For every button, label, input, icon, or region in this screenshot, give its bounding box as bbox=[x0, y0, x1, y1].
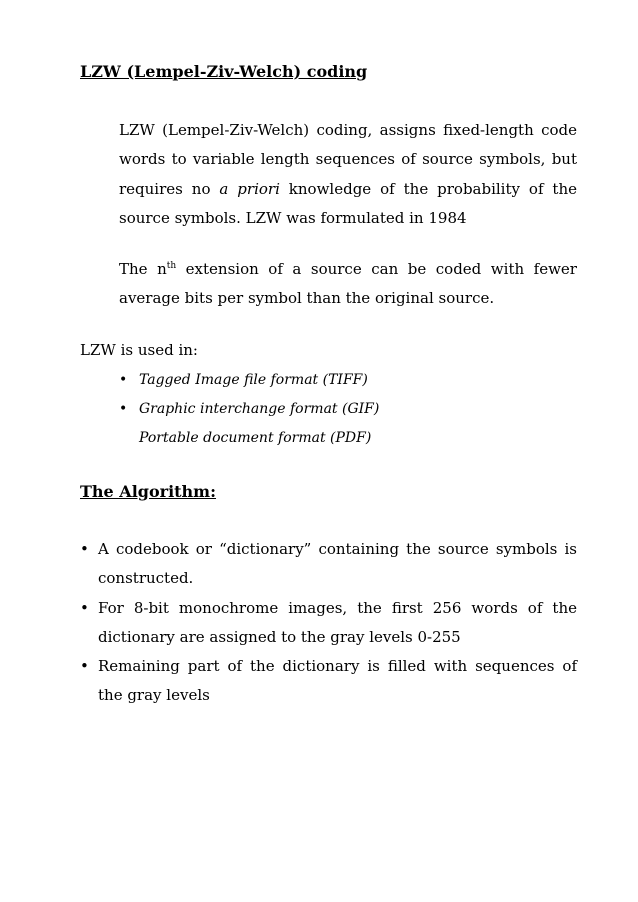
section-title-lzw: LZW (Lempel-Ziv-Welch) coding bbox=[80, 62, 368, 81]
intro-italic: a priori bbox=[219, 179, 280, 198]
step-text: A codebook or “dictionary” containing the source symbols is constructed. bbox=[98, 540, 577, 588]
extension-text-pre: The n bbox=[119, 260, 167, 278]
list-item bbox=[119, 366, 379, 395]
bullet-icon: • bbox=[80, 540, 89, 558]
intro-text-2: knowledge of the probability of the source symbols. LZW was formulated in 1984 bbox=[119, 179, 577, 227]
step-text: For 8-bit monochrome images, the first 256 words of the dictionary are assigned to the gray levels 0-255 bbox=[98, 598, 577, 646]
algorithm-steps-list bbox=[80, 535, 577, 711]
intro-paragraph bbox=[119, 116, 577, 233]
list-item bbox=[119, 424, 379, 453]
formats-list bbox=[119, 366, 379, 453]
list-item bbox=[80, 652, 577, 711]
format-label: Graphic interchange format (GIF) bbox=[139, 401, 380, 417]
list-item bbox=[80, 594, 577, 653]
list-item bbox=[119, 395, 379, 424]
step-text: Remaining part of the dictionary is filled with sequences of the gray levels bbox=[98, 657, 577, 705]
extension-superscript: th bbox=[166, 261, 177, 271]
bullet-icon: • bbox=[119, 401, 128, 417]
bullet-icon: • bbox=[80, 598, 89, 617]
list-item bbox=[80, 535, 577, 594]
extension-text-post: extension of a source can be coded with fewer average bits per symbol than the original source. bbox=[119, 260, 577, 308]
intro-text-1: LZW (Lempel-Ziv-Welch) coding, assigns fixed-length code words to variable length sequences of source symbols, but requires no bbox=[119, 121, 577, 198]
used-in-label: LZW is used in: bbox=[80, 341, 198, 359]
format-label: Tagged Image file format (TIFF) bbox=[139, 372, 368, 388]
section-title-algorithm: The Algorithm: bbox=[80, 482, 217, 501]
extension-paragraph bbox=[119, 255, 577, 314]
bullet-icon: • bbox=[119, 372, 128, 388]
format-label: Portable document format (PDF) bbox=[139, 430, 372, 446]
bullet-icon: • bbox=[80, 657, 89, 676]
